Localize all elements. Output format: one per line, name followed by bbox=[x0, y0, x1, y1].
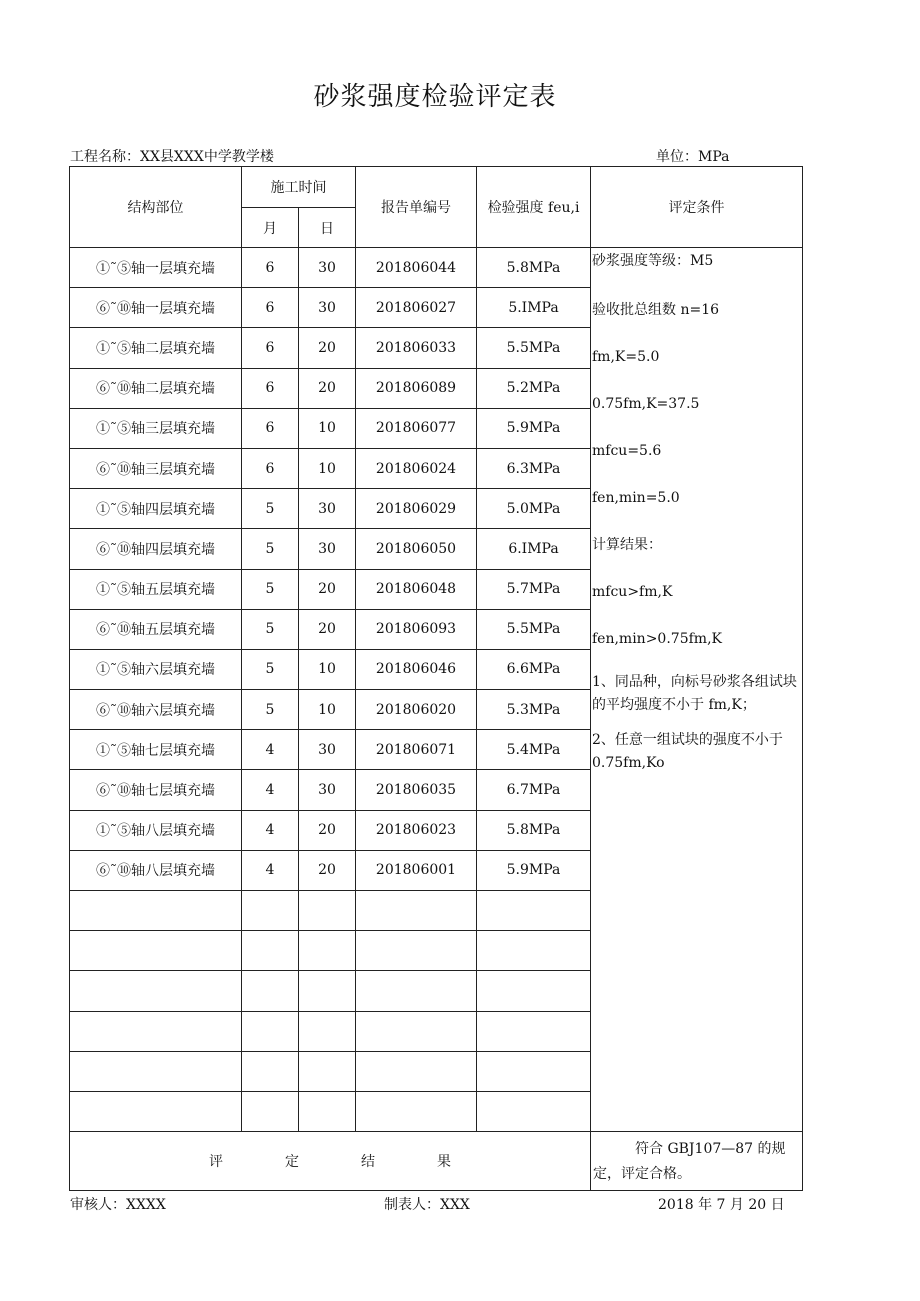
cell-location: ①˜⑤轴四层填充墙 bbox=[70, 489, 242, 529]
cell-strength: 5.5MPa bbox=[477, 328, 591, 368]
cell-month: 5 bbox=[242, 690, 299, 730]
cell-strength: 5.8MPa bbox=[477, 810, 591, 850]
header-construction-time: 施工时间 bbox=[242, 167, 356, 208]
cell-report-no bbox=[356, 931, 477, 971]
verdict-label-cell bbox=[70, 1132, 591, 1191]
cell-month: 5 bbox=[242, 489, 299, 529]
cell-day bbox=[299, 1091, 356, 1131]
cell-report-no bbox=[356, 891, 477, 931]
cell-month bbox=[242, 971, 299, 1011]
verdict-row bbox=[70, 1132, 803, 1191]
cell-report-no bbox=[356, 1011, 477, 1051]
cell-day bbox=[299, 931, 356, 971]
cell-report-no: 201806048 bbox=[356, 569, 477, 609]
cell-day: 30 bbox=[299, 770, 356, 810]
cell-day: 20 bbox=[299, 810, 356, 850]
cell-month bbox=[242, 1091, 299, 1131]
conditions-cell bbox=[591, 248, 803, 1132]
cell-report-no: 201806020 bbox=[356, 690, 477, 730]
cell-month: 4 bbox=[242, 850, 299, 890]
header-strength: 检验强度 feu,i bbox=[477, 167, 591, 248]
cell-strength: 5.0MPa bbox=[477, 489, 591, 529]
cell-month bbox=[242, 891, 299, 931]
cell-day: 10 bbox=[299, 448, 356, 488]
cell-location: ⑥˜⑩轴六层填充墙 bbox=[70, 690, 242, 730]
cell-month: 6 bbox=[242, 368, 299, 408]
condition-line: fen,min>0.75fm,K bbox=[592, 631, 722, 647]
condition-line: fen,min=5.0 bbox=[592, 490, 680, 506]
cell-report-no: 201806035 bbox=[356, 770, 477, 810]
cell-strength bbox=[477, 1011, 591, 1051]
cell-report-no: 201806093 bbox=[356, 609, 477, 649]
cell-month: 6 bbox=[242, 288, 299, 328]
cell-month: 6 bbox=[242, 448, 299, 488]
cell-month: 4 bbox=[242, 810, 299, 850]
cell-report-no: 201806023 bbox=[356, 810, 477, 850]
cell-day: 20 bbox=[299, 328, 356, 368]
cell-report-no bbox=[356, 971, 477, 1011]
cell-day: 30 bbox=[299, 489, 356, 529]
cell-strength: 6.3MPa bbox=[477, 448, 591, 488]
cell-month bbox=[242, 931, 299, 971]
verdict-label: 评定结果 bbox=[209, 1154, 513, 1171]
cell-strength bbox=[477, 931, 591, 971]
cell-location bbox=[70, 1011, 242, 1051]
header-location: 结构部位 bbox=[70, 167, 242, 248]
condition-line: 砂浆强度等级：M5 bbox=[592, 253, 714, 269]
unit-label: 单位：MPa bbox=[656, 149, 730, 165]
cell-strength: 5.3MPa bbox=[477, 690, 591, 730]
cell-month: 5 bbox=[242, 609, 299, 649]
cell-location: ①˜⑤轴八层填充墙 bbox=[70, 810, 242, 850]
cell-location: ⑥˜⑩轴一层填充墙 bbox=[70, 288, 242, 328]
cell-location: ①˜⑤轴六层填充墙 bbox=[70, 649, 242, 689]
condition-line: fm,K=5.0 bbox=[592, 349, 660, 365]
verdict-text: 符合 GBJ107—87 的规定，评定合格。 bbox=[591, 1132, 803, 1191]
cell-location bbox=[70, 931, 242, 971]
cell-day: 20 bbox=[299, 569, 356, 609]
condition-line: mfcu=5.6 bbox=[592, 443, 662, 459]
cell-report-no bbox=[356, 1051, 477, 1091]
cell-location bbox=[70, 971, 242, 1011]
cell-location: ⑥˜⑩轴七层填充墙 bbox=[70, 770, 242, 810]
cell-location: ①˜⑤轴二层填充墙 bbox=[70, 328, 242, 368]
cell-month bbox=[242, 1011, 299, 1051]
condition-line: 0.75fm,K=37.5 bbox=[592, 396, 700, 412]
cell-strength: 5.IMPa bbox=[477, 288, 591, 328]
condition-line: 验收批总组数 n=16 bbox=[592, 302, 720, 318]
cell-report-no: 201806044 bbox=[356, 248, 477, 288]
page-title: 砂浆强度检验评定表 bbox=[313, 82, 557, 112]
condition-line: 计算结果： bbox=[592, 537, 662, 553]
report-date: 2018 年 7 月 20 日 bbox=[658, 1197, 785, 1213]
header-report-no: 报告单编号 bbox=[356, 167, 477, 248]
cell-location: ⑥˜⑩轴八层填充墙 bbox=[70, 850, 242, 890]
table-row bbox=[70, 248, 803, 288]
cell-report-no: 201806001 bbox=[356, 850, 477, 890]
cell-strength: 5.5MPa bbox=[477, 609, 591, 649]
cell-month: 5 bbox=[242, 569, 299, 609]
cell-month: 6 bbox=[242, 328, 299, 368]
project-name: 工程名称：XX县XXX中学教学楼 bbox=[70, 149, 274, 165]
cell-month: 4 bbox=[242, 730, 299, 770]
cell-report-no: 201806071 bbox=[356, 730, 477, 770]
reviewer: 审核人：XXXX bbox=[70, 1197, 166, 1213]
cell-report-no: 201806077 bbox=[356, 408, 477, 448]
cell-day: 10 bbox=[299, 690, 356, 730]
cell-strength bbox=[477, 891, 591, 931]
cell-location: ⑥˜⑩轴三层填充墙 bbox=[70, 448, 242, 488]
cell-day: 20 bbox=[299, 850, 356, 890]
cell-strength bbox=[477, 1091, 591, 1131]
cell-strength bbox=[477, 1051, 591, 1091]
condition-line: mfcu>fm,K bbox=[592, 584, 673, 600]
cell-strength: 5.2MPa bbox=[477, 368, 591, 408]
cell-day: 30 bbox=[299, 248, 356, 288]
preparer: 制表人：XXX bbox=[384, 1197, 470, 1213]
cell-location bbox=[70, 1091, 242, 1131]
cell-location: ⑥˜⑩轴四层填充墙 bbox=[70, 529, 242, 569]
cell-strength: 5.9MPa bbox=[477, 850, 591, 890]
cell-report-no: 201806024 bbox=[356, 448, 477, 488]
cell-day bbox=[299, 891, 356, 931]
cell-location: ①˜⑤轴三层填充墙 bbox=[70, 408, 242, 448]
cell-day: 30 bbox=[299, 730, 356, 770]
header-month: 月 bbox=[242, 208, 299, 248]
cell-day bbox=[299, 1051, 356, 1091]
cell-report-no bbox=[356, 1091, 477, 1131]
header-conditions: 评定条件 bbox=[591, 167, 803, 248]
cell-day: 10 bbox=[299, 649, 356, 689]
cell-day: 10 bbox=[299, 408, 356, 448]
cell-strength: 5.8MPa bbox=[477, 248, 591, 288]
cell-strength: 6.6MPa bbox=[477, 649, 591, 689]
cell-day: 30 bbox=[299, 529, 356, 569]
cell-strength bbox=[477, 971, 591, 1011]
cell-month: 5 bbox=[242, 649, 299, 689]
cell-day bbox=[299, 971, 356, 1011]
cell-strength: 5.4MPa bbox=[477, 730, 591, 770]
cell-location: ①˜⑤轴五层填充墙 bbox=[70, 569, 242, 609]
condition-note: 1、同品种，向标号砂浆各组试块的平均强度不小于 fm,K； bbox=[592, 674, 797, 713]
cell-strength: 5.9MPa bbox=[477, 408, 591, 448]
cell-report-no: 201806027 bbox=[356, 288, 477, 328]
cell-month: 4 bbox=[242, 770, 299, 810]
cell-day: 20 bbox=[299, 368, 356, 408]
cell-location: ⑥˜⑩轴五层填充墙 bbox=[70, 609, 242, 649]
cell-month: 6 bbox=[242, 248, 299, 288]
cell-location: ⑥˜⑩轴二层填充墙 bbox=[70, 368, 242, 408]
cell-report-no: 201806033 bbox=[356, 328, 477, 368]
cell-location: ①˜⑤轴一层填充墙 bbox=[70, 248, 242, 288]
header-day: 日 bbox=[299, 208, 356, 248]
cell-report-no: 201806050 bbox=[356, 529, 477, 569]
cell-day: 20 bbox=[299, 609, 356, 649]
cell-report-no: 201806046 bbox=[356, 649, 477, 689]
cell-strength: 6.7MPa bbox=[477, 770, 591, 810]
cell-report-no: 201806089 bbox=[356, 368, 477, 408]
cell-day: 30 bbox=[299, 288, 356, 328]
cell-strength: 6.IMPa bbox=[477, 529, 591, 569]
cell-month: 5 bbox=[242, 529, 299, 569]
cell-location bbox=[70, 1051, 242, 1091]
evaluation-table bbox=[69, 166, 803, 1191]
cell-location bbox=[70, 891, 242, 931]
cell-day bbox=[299, 1011, 356, 1051]
cell-strength: 5.7MPa bbox=[477, 569, 591, 609]
cell-month: 6 bbox=[242, 408, 299, 448]
cell-month bbox=[242, 1051, 299, 1091]
cell-location: ①˜⑤轴七层填充墙 bbox=[70, 730, 242, 770]
condition-note: 2、任意一组试块的强度不小于0.75fm,Ko bbox=[592, 732, 783, 771]
cell-report-no: 201806029 bbox=[356, 489, 477, 529]
